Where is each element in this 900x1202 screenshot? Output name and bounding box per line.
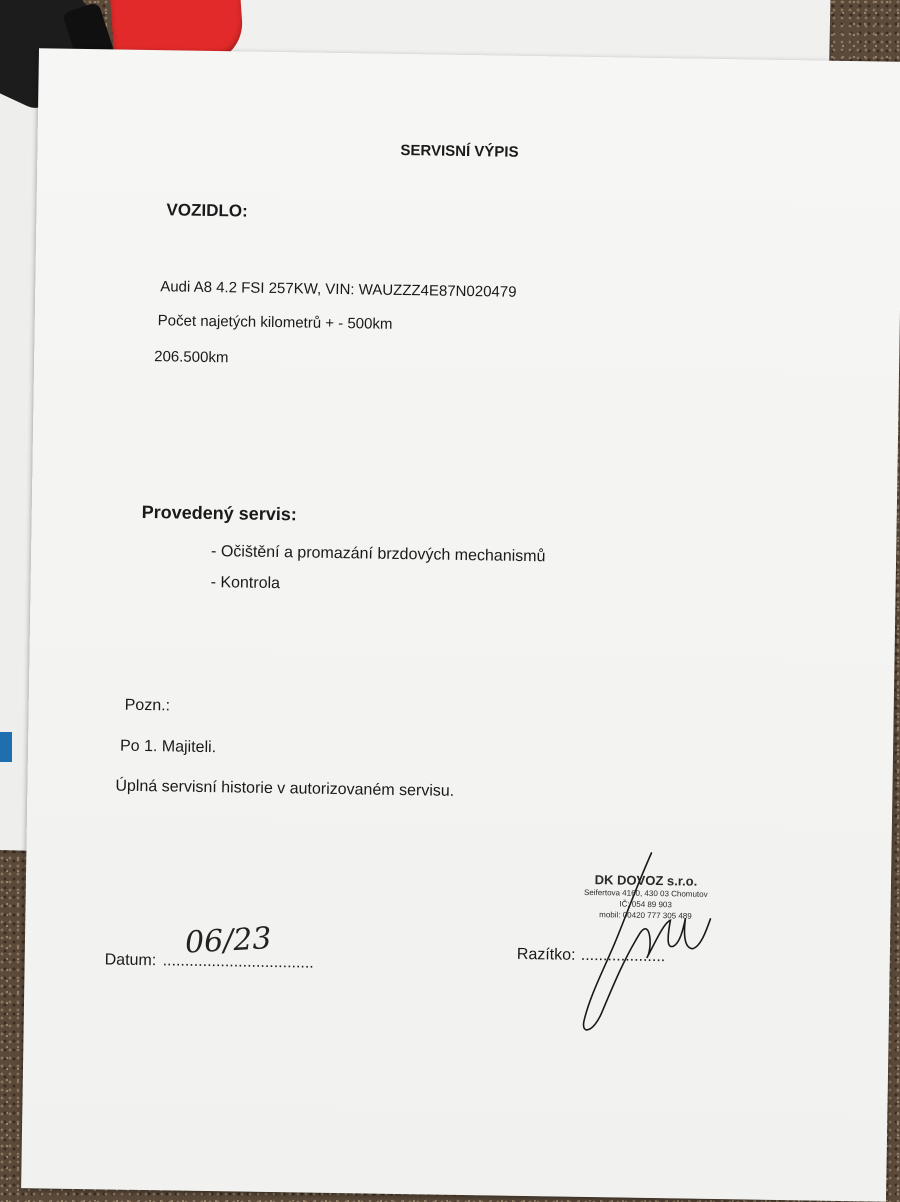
date-dotted-line: .................................. [162, 952, 314, 972]
mileage-value: 206.500km [154, 348, 229, 367]
blue-folder-tab [0, 732, 12, 762]
service-list [210, 543, 545, 610]
note-line: Po 1. Majiteli. [119, 737, 217, 757]
vehicle-description: Audi A8 4.2 FSI 257KW, VIN: WAUZZZ4E87N020479 [160, 278, 517, 301]
service-heading: Provedený servis: [141, 501, 297, 525]
vehicle-heading: VOZIDLO: [166, 200, 248, 221]
handwritten-signature [554, 847, 717, 1039]
mileage-note: Počet najetých kilometrů + - 500km [157, 312, 393, 333]
stamp-mobile: mobil: 00420 777 305 489 [599, 910, 692, 921]
stamp-address: Seifertova 4160, 430 03 Chomutov [583, 887, 708, 899]
service-item: - Očištění a promazání brzdových mechanismů [210, 543, 546, 566]
stamp-dotted-line: ................... [580, 946, 666, 966]
service-item: - Kontrola [210, 574, 281, 593]
date-label: Datum: [104, 951, 157, 970]
stamp-ic: IČ: 054 89 903 [619, 899, 672, 910]
service-record-sheet [21, 48, 900, 1201]
note-line: Úplná servisní historie v autorizovaném servisu. [115, 777, 455, 800]
document-title: SERVISNÍ VÝPIS [400, 141, 519, 161]
stamp-label: Razítko: [516, 945, 576, 964]
handwritten-date: 06/23 [184, 921, 273, 961]
notes-label: Pozn.: [124, 696, 171, 715]
stamp-company-name: DK DOVOZ s.r.o. [594, 872, 698, 889]
